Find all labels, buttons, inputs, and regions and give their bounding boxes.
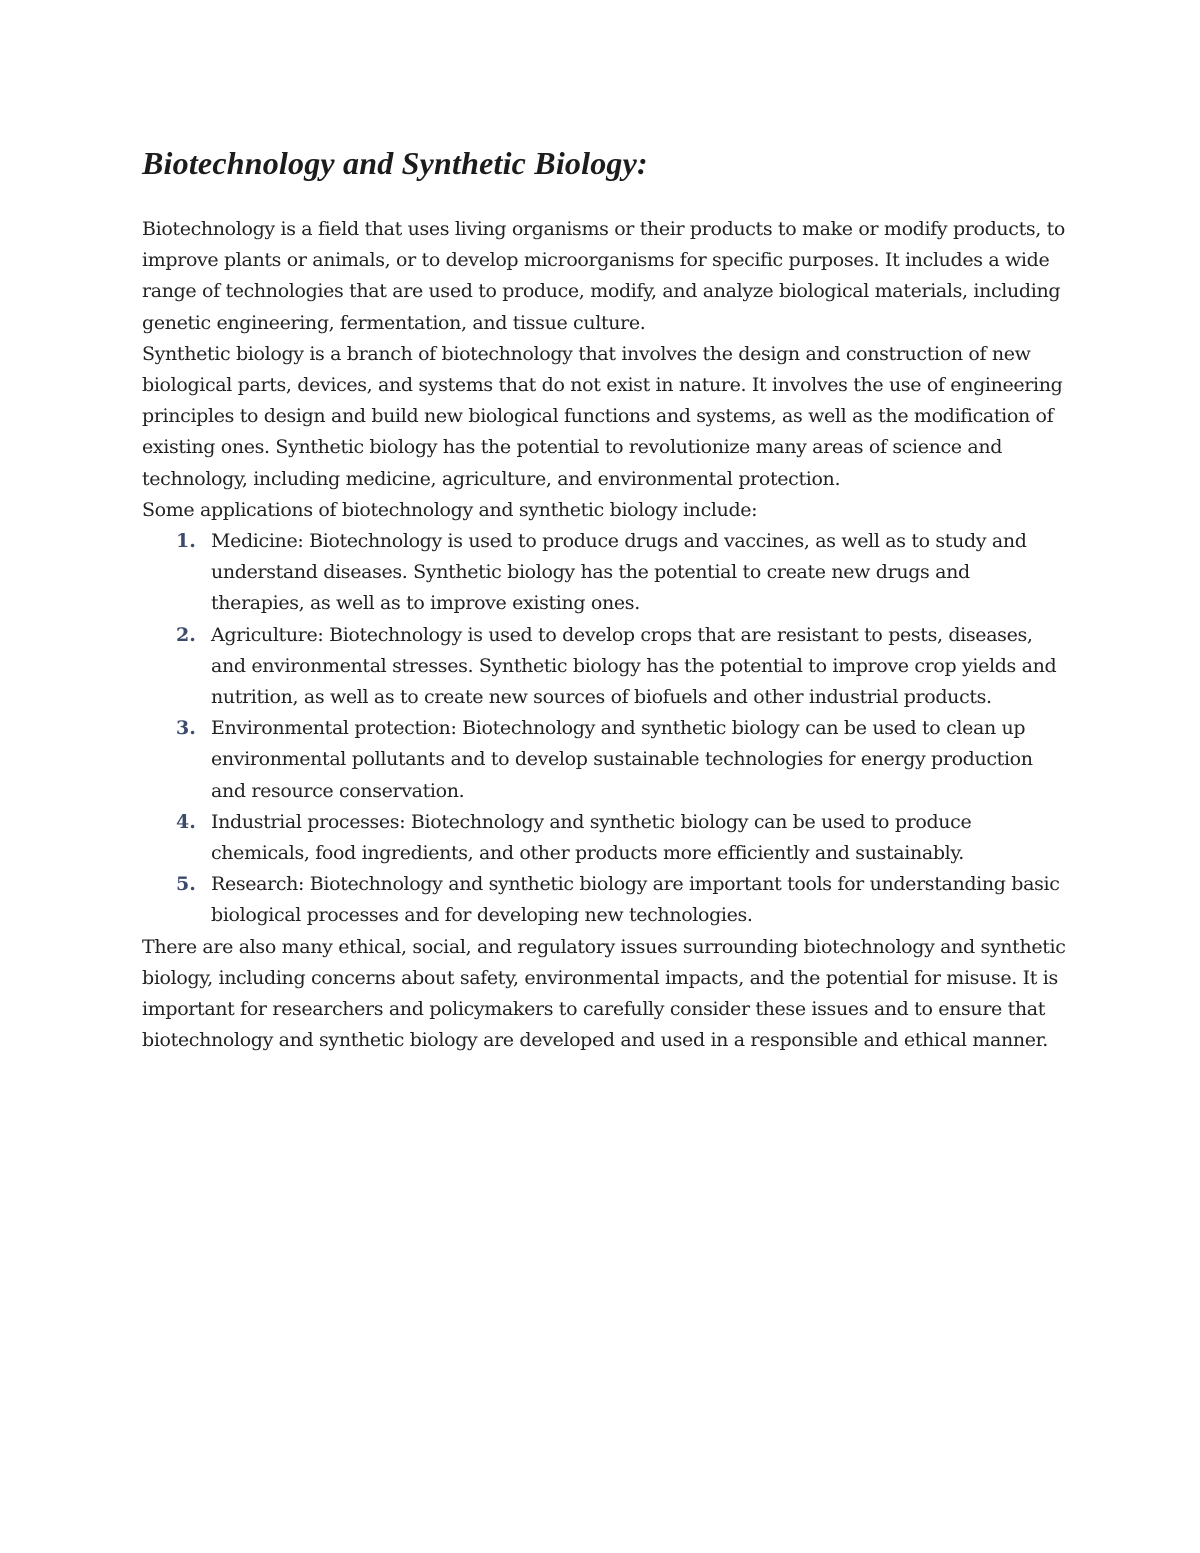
document-content bbox=[142, 136, 1067, 1056]
list-item-number: 2. bbox=[176, 623, 196, 646]
list-item-number: 5. bbox=[176, 873, 196, 896]
list-item-text: Research: Biotechnology and synthetic biology are important tools for understanding basic biological processes and for developing new technologies. bbox=[211, 873, 1060, 927]
list-item-text: Agriculture: Biotechnology is used to develop crops that are resistant to pests, diseases, and environmental stresses. Synthetic biology has the potential to improve crop yields and nutrition, as well as to create new sources of biofuels and other industrial products. bbox=[211, 623, 1057, 709]
intro-paragraph: Biotechnology is a field that uses living organisms or their products to make or modify products, to improve plants or animals, or to develop microorganisms for specific purposes. It includes a wide range of technologies that are used to produce, modify, and analyze biological materials, including genetic engineering, fermentation, and tissue culture. bbox=[142, 218, 1066, 334]
list-item-number: 3. bbox=[176, 717, 196, 740]
closing-paragraph: There are also many ethical, social, and regulatory issues surrounding biotechnology and synthetic biology, including concerns about safety, environmental impacts, and the potential for misuse. It is important for researchers and policymakers to carefully consider these issues and to ensure that biotechnology and synthetic biology are developed and used in a responsible and ethical manner. bbox=[142, 935, 1066, 1052]
list-item bbox=[142, 713, 1067, 807]
list-item bbox=[142, 869, 1067, 931]
list-item-text: Industrial processes: Biotechnology and synthetic biology can be used to produce chemicals, food ingredients, and other products more efficiently and sustainably. bbox=[211, 810, 972, 865]
list-item-text: Environmental protection: Biotechnology and synthetic biology can be used to clean up environmental pollutants and to develop sustainable technologies for energy production and resource conservation. bbox=[211, 717, 1033, 802]
applications-list bbox=[142, 526, 1067, 932]
document-title: Biotechnology and Synthetic Biology: bbox=[142, 145, 648, 181]
list-item bbox=[142, 807, 1067, 869]
list-item bbox=[142, 526, 1067, 620]
applications-intro: Some applications of biotechnology and synthetic biology include: bbox=[142, 498, 758, 521]
list-item-number: 4. bbox=[176, 810, 196, 833]
synthetic-biology-paragraph: Synthetic biology is a branch of biotechnology that involves the design and construction of new biological parts, devices, and systems that do not exist in nature. It involves the use of engineering principles to design and build new biological functions and systems, as well as the modification of existing ones. Synthetic biology has the potential to revolutionize many areas of science and technology, including medicine, agriculture, and environmental protection. bbox=[142, 342, 1063, 490]
list-item bbox=[142, 620, 1067, 714]
list-item-text: Medicine: Biotechnology is used to produce drugs and vaccines, as well as to study and understand diseases. Synthetic biology has the potential to create new drugs and therapies, as well as to improve existing ones. bbox=[211, 530, 1027, 615]
list-item-number: 1. bbox=[176, 530, 196, 553]
